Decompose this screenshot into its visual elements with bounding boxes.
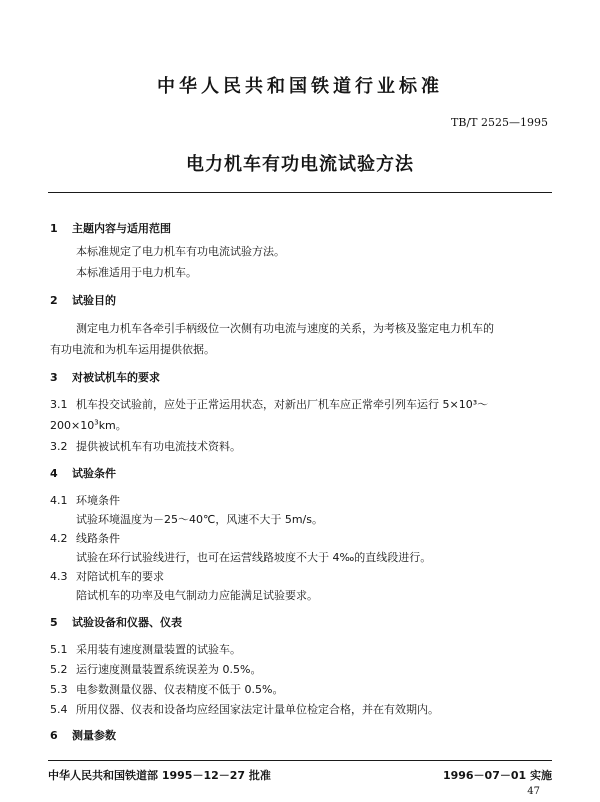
section-6-heading — [50, 727, 116, 743]
clause-4-2-body: 试验在环行试验线进行，也可在运营线路坡度不大于 4‰的直线段进行。 — [76, 551, 432, 564]
clause-text: 电参数测量仪器、仪表精度不低于 0.5%。 — [76, 683, 284, 696]
section-title: 测量参数 — [72, 729, 116, 742]
paragraph: 有功电流和为机车运用提供依据。 — [50, 343, 215, 356]
clause-4-1 — [50, 492, 120, 508]
paragraph: 本标准适用于电力机车。 — [76, 266, 197, 279]
section-5-heading — [50, 614, 182, 630]
clause-5-1 — [50, 641, 241, 657]
clause-3-2 — [50, 438, 241, 454]
clause-number: 4.3 — [50, 570, 68, 583]
clause-number: 4.2 — [50, 532, 68, 545]
section-number: 6 — [50, 729, 58, 742]
document-title: 电力机车有功电流试验方法 — [186, 154, 414, 175]
section-title: 试验设备和仪器、仪表 — [72, 616, 182, 629]
paragraph: 测定电力机车各牵引手柄级位一次侧有功电流与速度的关系，为考核及鉴定电力机车的 — [76, 322, 494, 335]
clause-text: 机车投交试验前，应处于正常运用状态，对新出厂机车应正常牵引列车运行 5×10³～ — [76, 398, 489, 411]
section-number: 1 — [50, 222, 58, 235]
section-title: 试验条件 — [72, 467, 116, 480]
section-title: 对被试机车的要求 — [72, 371, 160, 384]
clause-5-3 — [50, 681, 283, 697]
clause-number: 5.4 — [50, 703, 68, 716]
section-title: 试验目的 — [72, 294, 116, 307]
standard-code: TB/T 2525—1995 — [451, 116, 548, 129]
clause-3-1-continued: $200\times 10^3km$。 — [50, 418, 127, 432]
clause-number: 3.1 — [50, 398, 68, 411]
clause-number: 5.2 — [50, 663, 68, 676]
section-number: 3 — [50, 371, 58, 384]
section-title: 主题内容与适用范围 — [72, 222, 171, 235]
section-1-heading — [50, 220, 171, 236]
section-number: 5 — [50, 616, 58, 629]
clause-text: 线路条件 — [76, 532, 120, 545]
clause-text: 采用装有速度测量装置的试验车。 — [76, 643, 241, 656]
approval-statement: 中华人民共和国铁道部 1995－12－27 批准 — [48, 769, 271, 782]
section-number: 2 — [50, 294, 58, 307]
clause-3-1 — [50, 396, 488, 412]
clause-4-3-body: 陪试机车的功率及电气制动力应能满足试验要求。 — [76, 589, 318, 602]
paragraph: 本标准规定了电力机车有功电流试验方法。 — [76, 245, 285, 258]
clause-4-2 — [50, 530, 120, 546]
clause-text: 提供被试机车有功电流技术资料。 — [76, 440, 241, 453]
section-number: 4 — [50, 467, 58, 480]
clause-number: 5.3 — [50, 683, 68, 696]
standard-category-title: 中华人民共和国铁道行业标准 — [157, 76, 443, 97]
section-3-heading — [50, 369, 160, 385]
footer-divider — [48, 760, 552, 761]
page-number: 47 — [527, 786, 540, 797]
title-divider — [48, 192, 552, 193]
clause-text: 环境条件 — [76, 494, 120, 507]
clause-text: 所用仪器、仪表和设备均应经国家法定计量单位检定合格，并在有效期内。 — [76, 703, 439, 716]
clause-4-1-body: 试验环境温度为－25～40℃，风速不大于 5m/s。 — [76, 513, 323, 526]
clause-4-3 — [50, 568, 164, 584]
clause-5-2 — [50, 661, 261, 677]
implementation-date: 1996－07－01 实施 — [442, 769, 552, 782]
clause-number: 4.1 — [50, 494, 68, 507]
clause-number: 3.2 — [50, 440, 68, 453]
clause-5-4 — [50, 701, 439, 717]
clause-text: 对陪试机车的要求 — [76, 570, 164, 583]
section-4-heading — [50, 465, 116, 481]
clause-number: 5.1 — [50, 643, 68, 656]
clause-text: 运行速度测量装置系统误差为 0.5%。 — [76, 663, 262, 676]
section-2-heading — [50, 292, 116, 308]
